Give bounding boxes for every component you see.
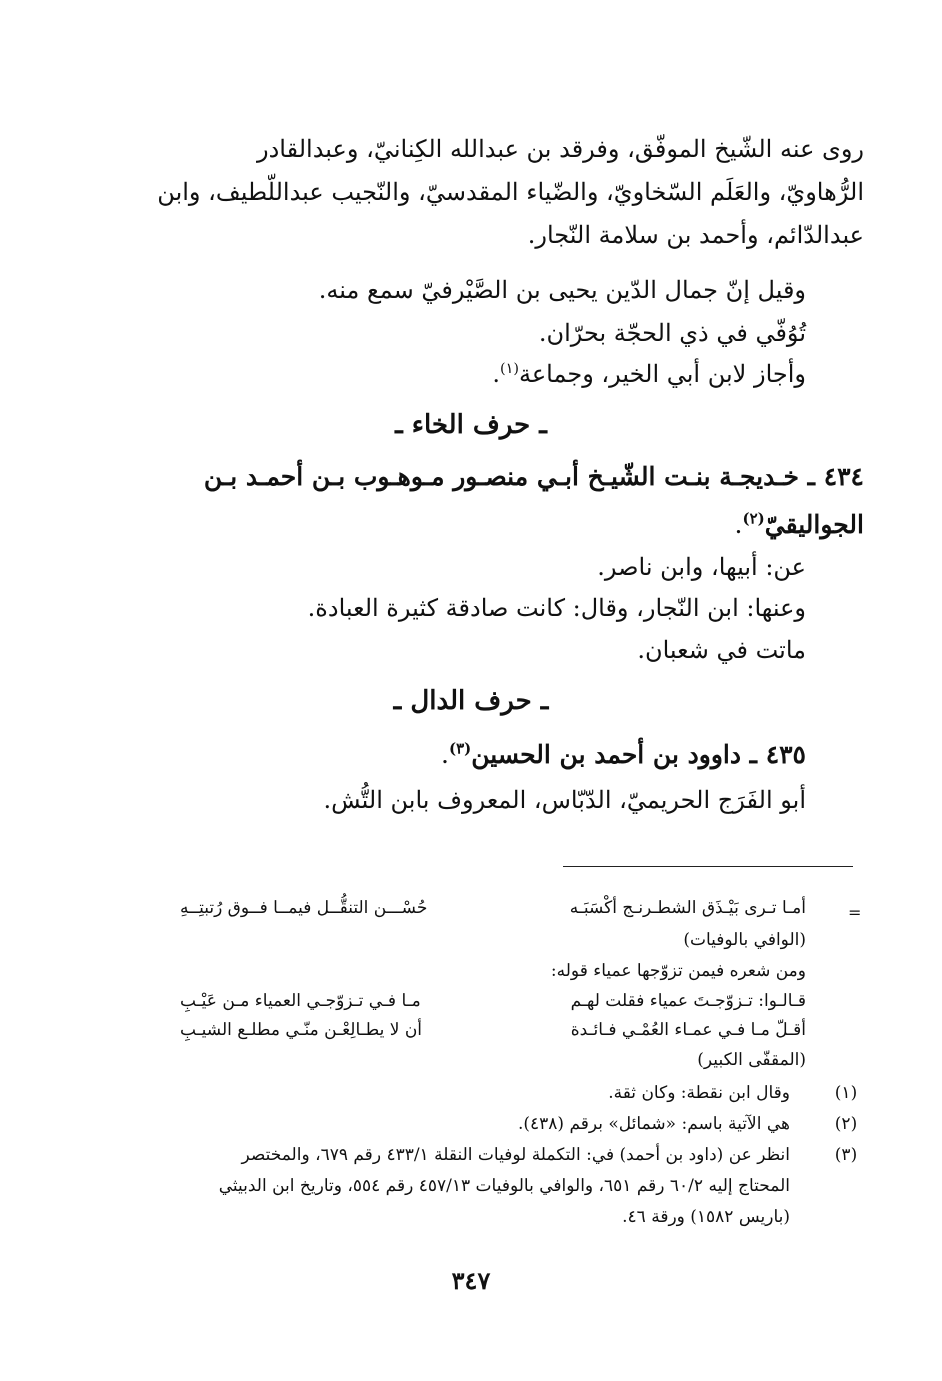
paragraph2-line2: تُوُفّي في ذي الحجّة بحرّان.	[538, 319, 806, 347]
entry434-name-end: الجواليقيّ	[764, 510, 864, 539]
footnote-intro-line: ومن شعره فيمن تزوّجها عمياء قوله:	[550, 961, 806, 981]
footnote-ref-2: (٢)	[742, 509, 765, 528]
paragraph2-line1: وقيل إنّ جمال الدّين يحيى بن الصَّيْرفيّ سمع منه.	[318, 276, 806, 304]
entry435-line2: أبو الفَرَج الحريميّ، الدّبّاس، المعروف بابن التُّش.	[323, 786, 806, 814]
verse3-second-hemistich: أن لا يطـالِعْـن منّـي مطلـع الشيـبِ	[180, 1020, 423, 1040]
paragraph2-line3	[492, 360, 806, 388]
footnote-separator	[563, 866, 853, 867]
section-heading-dal: ـ حرف الدال ـ	[393, 686, 549, 716]
page-number: ٣٤٧	[451, 1266, 491, 1295]
paragraph1-line2: الرُّهاويّ، والعَلَم السّخاويّ، والضّياء المقدسيّ، والنّجيب عبداللّطيف، وابن	[157, 178, 864, 206]
entry434-line4: وعنها: ابن النّجار، وقال: كانت صادقة كثيرة العبادة.	[307, 594, 806, 622]
entry434-line2-end: .	[734, 510, 743, 539]
footnote-ref-3: (٣)	[448, 739, 472, 758]
paragraph2-line3-end: .	[492, 360, 500, 388]
footnote-3-number: (٣)	[834, 1145, 858, 1165]
footnote-1-number: (١)	[834, 1083, 858, 1103]
entry435-line1-end: .	[441, 740, 449, 769]
entry434-line1: ٤٣٤ ـ خـديجـة بنـت الشّيـخ أبـي منصـور مـوهـوب بـن أحمـد بـن	[203, 462, 864, 491]
entry434-line5: ماتت في شعبان.	[637, 636, 806, 664]
verse1-source: (الوافي بالوفيات)	[683, 930, 806, 950]
verse2-first-hemistich: قـالـوا: تـزوّجـتَ عمياء فقلت لهـم	[570, 991, 806, 1011]
verse2-second-hemistich: مـا فـي تـزوّجـي العمياء مـن عَيْـبِ	[180, 991, 421, 1011]
verse3-first-hemistich: أقـلّ مـا فـي عمـاء العُمْـي فـائـدة	[570, 1020, 806, 1040]
footnote-1-text: وقال ابن نقطة: وكان ثقة.	[608, 1083, 790, 1103]
paragraph1-line1: روى عنه الشّيخ الموفّق، وفرقد بن عبدالله الكِنانيّ، وعبدالقادر	[257, 135, 864, 163]
footnote-ref-1: (١)	[500, 361, 519, 377]
entry435-title: ٤٣٥ ـ داوود بن أحمد بن الحسين	[471, 740, 806, 769]
footnote-2-text: هي الآتية باسم: «شمائل» برقم (٤٣٨).	[517, 1114, 790, 1134]
entry434-line3: عن: أبيها، وابن ناصر.	[597, 553, 806, 581]
paragraph1-line3: عبدالدّائم، وأحمد بن سلامة النّجار.	[527, 221, 864, 249]
footnote-3-line1: انظر عن (داود بن أحمد) في: التكملة لوفيات النقلة ٤٣٣/١ رقم ٦٧٩، والمختصر	[241, 1145, 790, 1165]
footnote-3-line2: المحتاج إليه ٦٠/٢ رقم ٦٥١، والوافي بالوفيات ٤٥٧/١٣ رقم ٥٥٤، وتاريخ ابن الدبيثي	[218, 1176, 790, 1196]
footnote-2-number: (٢)	[834, 1114, 858, 1134]
paragraph2-line3-text: وأجاز لابن أبي الخير، وجماعة	[518, 360, 806, 388]
entry435-line1	[441, 740, 806, 769]
verse1-second-hemistich: حُسْـــن التنقُّــل فيمــا فــوق رُتبتِــهِ	[180, 898, 428, 918]
verse1-first-hemistich: أمـا تـرى بَيْـذَق الشطـرنـج أكْسَبَـه	[569, 898, 806, 918]
section-heading-kha: ـ حرف الخاء ـ	[395, 410, 547, 440]
footnote-3-line3: (باريس ١٥٨٢) ورقة ٤٦.	[622, 1207, 790, 1227]
entry434-line2	[735, 510, 864, 539]
verse3-source: (المقفّى الكبير)	[697, 1050, 806, 1070]
continuation-mark: =	[848, 903, 862, 922]
